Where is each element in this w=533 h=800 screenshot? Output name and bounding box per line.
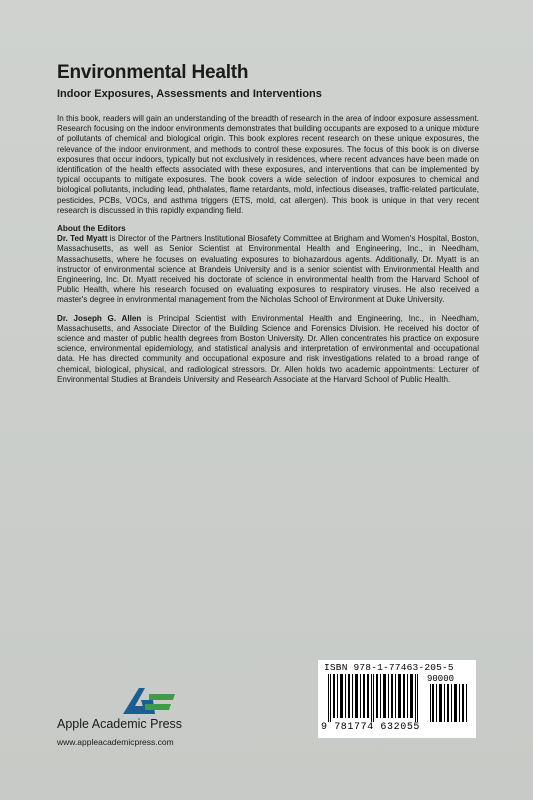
book-subtitle: Indoor Exposures, Assessments and Interventions	[57, 88, 322, 100]
book-title: Environmental Health	[57, 62, 249, 83]
publisher-name: Apple Academic Press	[57, 717, 183, 731]
ean-digits: 9 781774 632055	[321, 722, 421, 733]
price-barcode-bars	[430, 684, 470, 722]
editor-bio-allen	[57, 314, 479, 385]
editor-name-myatt: Dr. Ted Myatt	[57, 234, 108, 244]
apple-academic-press-logo-icon	[115, 686, 177, 716]
isbn-number: ISBN 978-1-77463-205-5	[324, 662, 454, 673]
publisher-website: www.appleacademicpress.com	[57, 737, 174, 747]
editor-bio-text-allen: is Principal Scientist with Environmental Health and Engineering, Inc., in Needham, Massachusetts, and Associate Director of the Building Science and Forensics Division. He received his doctor of science and master of public health degrees from Boston University. Dr. Allen concentrates his practice on exposure science, environmental epidemiology, and statistical analysis and interpretation of environmental and occupational data. He has directed community and occupational exposure and risk investigations related to a broad range of chemical, biological, physical, and radiological stressors. Dr. Allen holds two academic appointments: Lecturer of Environmental Studies at Brandeis University and Research Associate at the Harvard School of Public Health.	[57, 313, 479, 384]
cover-text	[57, 114, 479, 393]
price-code: 90000	[427, 674, 455, 684]
ean-barcode-bars	[328, 674, 424, 722]
isbn-barcode	[318, 660, 476, 738]
editor-bio-text-myatt: is Director of the Partners Institutional Biosafety Committee at Brigham and Women's Hospital, Boston, Massachusetts, as well as Senior Scientist at Environmental Health and Engineering, Inc., in Needham, Massachusetts, where he focuses on evaluating exposures to biohazardous agents. Additionally, Dr. Myatt is an instructor of environmental science at Brandeis University and is a senior scientist with Environmental Health and Engineering, Inc. Dr. Myatt received his doctorate of science in environmental health from the Harvard School of Public Health, where his research focused on evaluating exposures to respiratory viruses. He also received a master's degree in environmental management from the Nicholas School of Environment at Duke University.	[57, 234, 479, 305]
book-description: In this book, readers will gain an understanding of the breadth of research in the area of indoor exposure assessment. Research focusing on the indoor environments demonstrates that building occupants are exposed to a unique mixture of pollutants of chemical and biological origin. This book explores recent research on these unique exposures, the relevance of the indoor environment, and methods to control these exposures. The focus of this book is on diverse exposures that occur indoors, typically but not exclusively in residences, where recent advances have been made on identification of the health effects associated with these exposures, and interventions that can be implemented by typical occupants to mitigate exposures. The book covers a wide selection of indoor exposures to chemical and biological pollutants, including lead, phthalates, flame retardants, mold, infectious diseases, traffic-related particulate, pesticides, PCBs, VOCs, and asthma triggers (ETS, mold, cat allergen). This book is unique in that very recent research is discussed in this rapidly expanding field.	[57, 114, 479, 215]
editor-bio-myatt	[57, 234, 479, 305]
editor-name-allen: Dr. Joseph G. Allen	[57, 313, 142, 323]
about-editors-heading: About the Editors	[57, 224, 126, 234]
